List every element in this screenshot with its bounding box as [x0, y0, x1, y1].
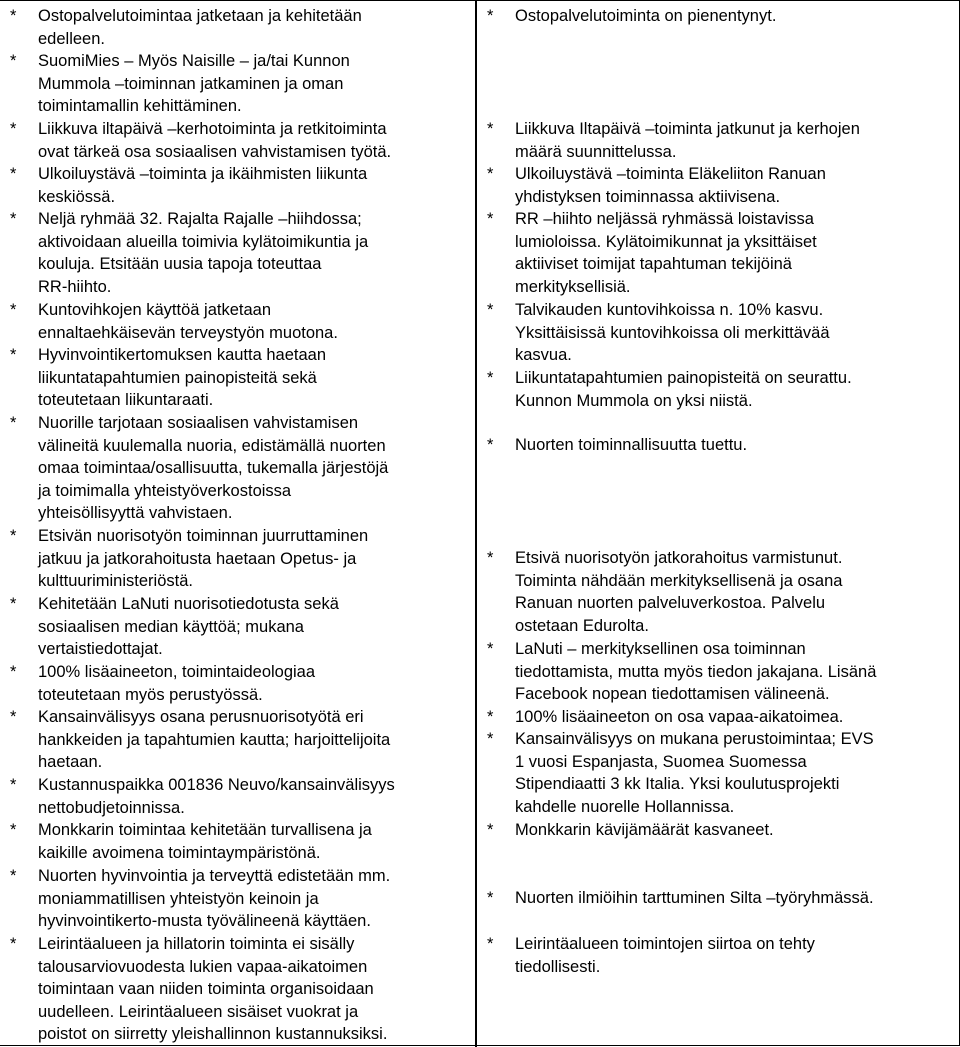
list-item: * Talvikauden kuntovihkoissa n. 10% kasvu. Yksittäisissä kuntovihkoissa oli merkittävää kasvua. [487, 301, 830, 365]
bullet-asterisk: * [10, 165, 17, 183]
bullet-asterisk: * [487, 369, 494, 387]
bullet-asterisk: * [487, 549, 494, 567]
bullet-asterisk: * [10, 867, 17, 885]
bullet-asterisk: * [10, 346, 17, 364]
bullet-asterisk: * [487, 640, 494, 658]
bullet-asterisk: * [487, 120, 494, 138]
bullet-asterisk: * [487, 165, 494, 183]
list-item: * Ulkoiluystävä –toiminta Eläkeliiton Ranuan yhdistyksen toiminnassa aktiivisena. [487, 165, 826, 206]
list-item: * LaNuti – merkityksellinen osa toiminnan tiedottamista, mutta myös tiedon jakajana. Lisänä Facebook nopean tiedottamisen välineenä. [487, 640, 877, 704]
bullet-asterisk: * [10, 301, 17, 319]
list-item: * Liikkuva iltapäivä –kerhotoiminta ja retkitoiminta ovat tärkeä osa sosiaalisen vahvistamisen työtä. [10, 120, 392, 161]
list-item: * SuomiMies – Myös Naisille – ja/tai Kunnon Mummola –toiminnan jatkaminen ja oman toimintamallin kehittäminen. [10, 52, 350, 116]
bullet-asterisk: * [487, 301, 494, 319]
bullet-asterisk: * [10, 708, 17, 726]
list-item: * Leirintäalueen toimintojen siirtoa on tehty tiedollisesti. [487, 935, 815, 976]
bullet-asterisk: * [487, 935, 494, 953]
bullet-asterisk: * [10, 821, 17, 839]
bullet-asterisk: * [487, 889, 494, 907]
bullet-asterisk: * [10, 935, 17, 953]
list-item: * Etsivä nuorisotyön jatkorahoitus varmistunut. Toiminta nähdään merkityksellisenä ja osana Ranuan nuorten palveluverkostoa. Palvelu ostetaan Edurolta. [487, 549, 843, 635]
bullet-asterisk: * [487, 7, 494, 25]
list-item: * 100% lisäaineeton on osa vapaa-aikatoimea. [487, 706, 952, 729]
list-item: * Nuorten hyvinvointia ja terveyttä edistetään mm. moniammatillisen yhteistyön keinoin ja hyvinvointikerto-musta työvälineenä käyttäen. [10, 867, 391, 931]
column-divider [475, 1, 477, 1047]
list-item: * Etsivän nuorisotyön toiminnan juurruttaminen jatkuu ja jatkorahoitusta haetaan Opetus- ja kulttuuriministeriöstä. [10, 527, 369, 591]
list-item: * Kansainvälisyys on mukana perustoimintaa; EVS 1 vuosi Espanjasta, Suomea Suomessa Stipendiaatti 3 kk Italia. Yksi koulutusprojekti kahdelle nuorelle Hollannissa. [487, 730, 874, 816]
list-item: * Kustannuspaikka 001836 Neuvo/kansainvälisyys nettobudjetoinnissa. [10, 776, 395, 817]
list-item: * Kuntovihkojen käyttöä jatketaan ennaltaehkäisevän terveystyön muotona. [10, 301, 338, 342]
bullet-asterisk: * [10, 52, 17, 70]
list-item: * Kehitetään LaNuti nuorisotiedotusta sekä sosiaalisen median käyttöä; mukana vertaistiedottajat. [10, 595, 339, 659]
list-item: * Monkkarin toimintaa kehitetään turvallisena ja kaikille avoimena toimintaympäristönä. [10, 821, 372, 862]
bullet-asterisk: * [10, 414, 17, 432]
list-item: * Liikkuva Iltapäivä –toiminta jatkunut ja kerhojen määrä suunnittelussa. [487, 120, 860, 161]
list-item: * RR –hiihto neljässä ryhmässä loistavissa lumioloissa. Kylätoimikunnat ja yksittäiset aktiiviset toimijat tapahtuman tekijöinä merkityksellisiä. [487, 210, 817, 296]
list-item: * Ulkoiluystävä –toiminta ja ikäihmisten liikunta keskiössä. [10, 165, 368, 206]
bullet-asterisk: * [487, 821, 494, 839]
bullet-asterisk: * [10, 210, 17, 228]
list-item: * Ostopalvelutoimintaa jatketaan ja kehitetään edelleen. [10, 7, 362, 48]
list-item: * Kansainvälisyys osana perusnuorisotyötä eri hankkeiden ja tapahtumien kautta; harjoittelijoita haetaan. [10, 708, 391, 772]
bullet-asterisk: * [487, 210, 494, 228]
bullet-asterisk: * [487, 708, 494, 726]
list-item: * Ostopalvelutoiminta on pienentynyt. [487, 5, 952, 28]
bullet-asterisk: * [10, 527, 17, 545]
list-item: * Nuorille tarjotaan sosiaalisen vahvistamisen välineitä kuulemalla nuoria, edistämällä nuorten omaa toimintaa/osallisuutta, tukemalla järjestöjä ja toimimalla yhteistyöverkostoissa yhteisöllisyyttä vahvistaen. [10, 414, 389, 523]
bullet-asterisk: * [10, 595, 17, 613]
list-item: * Nuorten ilmiöihin tarttuminen Silta –työryhmässä. [487, 887, 952, 910]
list-item: * Hyvinvointikertomuksen kautta haetaan liikuntatapahtumien painopisteitä sekä toteutetaan liikuntaraati. [10, 346, 326, 410]
bullet-asterisk: * [487, 436, 494, 454]
bullet-asterisk: * [10, 7, 17, 25]
list-item: * 100% lisäaineeton, toimintaideologiaa toteutetaan myös perustyössä. [10, 663, 316, 704]
list-item: * Leirintäalueen ja hillatorin toiminta ei sisälly talousarviovuodesta lukien vapaa-aikatoimen toimintaan vaan niiden toiminta organisoidaan uudelleen. Leirintäalueen sisäiset vuokrat ja poistot on siirretty yleishallinnon kustannuksiksi. [10, 935, 388, 1044]
list-item: * Liikuntatapahtumien painopisteitä on seurattu. Kunnon Mummola on yksi niistä. [487, 369, 852, 410]
bullet-asterisk: * [10, 663, 17, 681]
bullet-asterisk: * [10, 776, 17, 794]
bullet-asterisk: * [10, 120, 17, 138]
list-item: * Neljä ryhmää 32. Rajalta Rajalle –hiihdossa; aktivoidaan alueilla toimivia kylätoimikuntia ja kouluja. Etsitään uusia tapoja toteuttaa RR-hiihto. [10, 210, 369, 296]
list-item: * Nuorten toiminnallisuutta tuettu. [487, 434, 952, 457]
list-item: * Monkkarin kävijämäärät kasvaneet. [487, 819, 952, 842]
bullet-asterisk: * [487, 730, 494, 748]
